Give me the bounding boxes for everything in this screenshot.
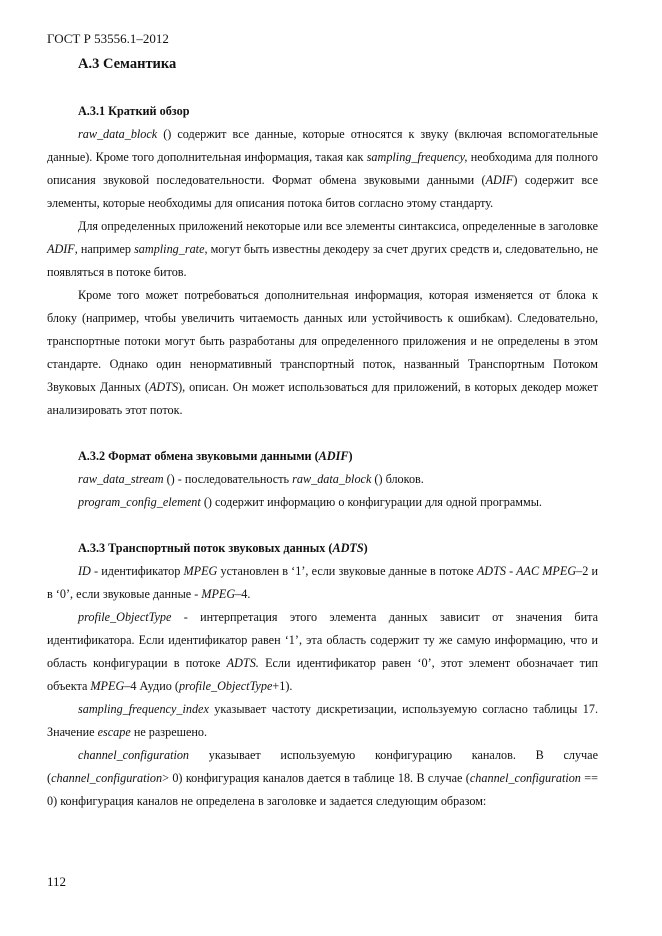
subsection-title-overview: А.3.1 Краткий обзор — [78, 104, 190, 118]
paragraph: sampling_frequency_index указывает частоту дискретизации, используемую согласно таблицы 17. Значение escape не разрешено. — [47, 702, 598, 739]
paragraph: ID - идентификатор MPEG установлен в ‘1’, если звуковые данные в потоке ADTS - AAC MPEG–2 и в ‘0’, если звуковые данные - MPEG–4. — [47, 564, 598, 601]
paragraph: raw_data_block () содержит все данные, которые относятся к звуку (включая вспомогательные данные). Кроме того дополнительная информация, такая как sampling_frequency, необходима для полного описания звуковой последовательности. Формат обмена звуковыми данными (ADIF) содержит все элементы, которые необходимы для описания потока битов согласно этому стандарту. — [47, 127, 598, 210]
paragraph: Для определенных приложений некоторые или все элементы синтаксиса, определенные в заголовке ADIF, например sampling_rate, могут быть известны декодеру за счет других средств и, следовательно, не появляться в потоке битов. — [47, 219, 598, 279]
paragraph: profile_ObjectType - интерпретация этого элемента данных зависит от значения бита идентификатора. Если идентификатор равен ‘1’, эта область содержит ту же самую информацию, что и область конфигурации в потоке ADTS. Если идентификатор равен ‘0’, этот элемент обозначает тип объекта MPEG–4 Аудио (profile_ObjectType+1). — [47, 610, 598, 693]
paragraph: channel_configuration указывает используемую конфигурацию каналов. В случае (channel_configuration> 0) конфигурация каналов дается в таблице 18. В случае (channel_configuration == 0) конфигурация каналов не определена в заголовке и задается следующим образом: — [47, 748, 599, 808]
document-body — [47, 100, 598, 813]
section-title: А.3 Семантика — [78, 56, 177, 72]
subsection-title-adif: А.3.2 Формат обмена звуковыми данными (ADIF) — [78, 449, 353, 463]
page-number: 112 — [47, 874, 67, 889]
paragraph: Кроме того может потребоваться дополнительная информация, которая изменяется от блока к блоку (например, чтобы увеличить читаемость данных или устойчивость к ошибкам). Следовательно, транспортные потоки могут быть разработаны для определенного приложения и не определены в этом стандарте. Однако один ненормативный транспортный поток, названный Транспортным Потоком Звуковых Данных (ADTS), описан. Он может использоваться для приложений, в которых декодер может анализировать этот поток. — [47, 288, 599, 417]
paragraph: program_config_element () содержит информацию о конфигурации для одной программы. — [78, 495, 542, 509]
paragraph: raw_data_stream () - последовательность raw_data_block () блоков. — [78, 472, 424, 486]
standard-code-header: ГОСТ Р 53556.1–2012 — [47, 31, 169, 46]
subsection-title-adts: А.3.3 Транспортный поток звуковых данных (ADTS) — [78, 541, 368, 555]
